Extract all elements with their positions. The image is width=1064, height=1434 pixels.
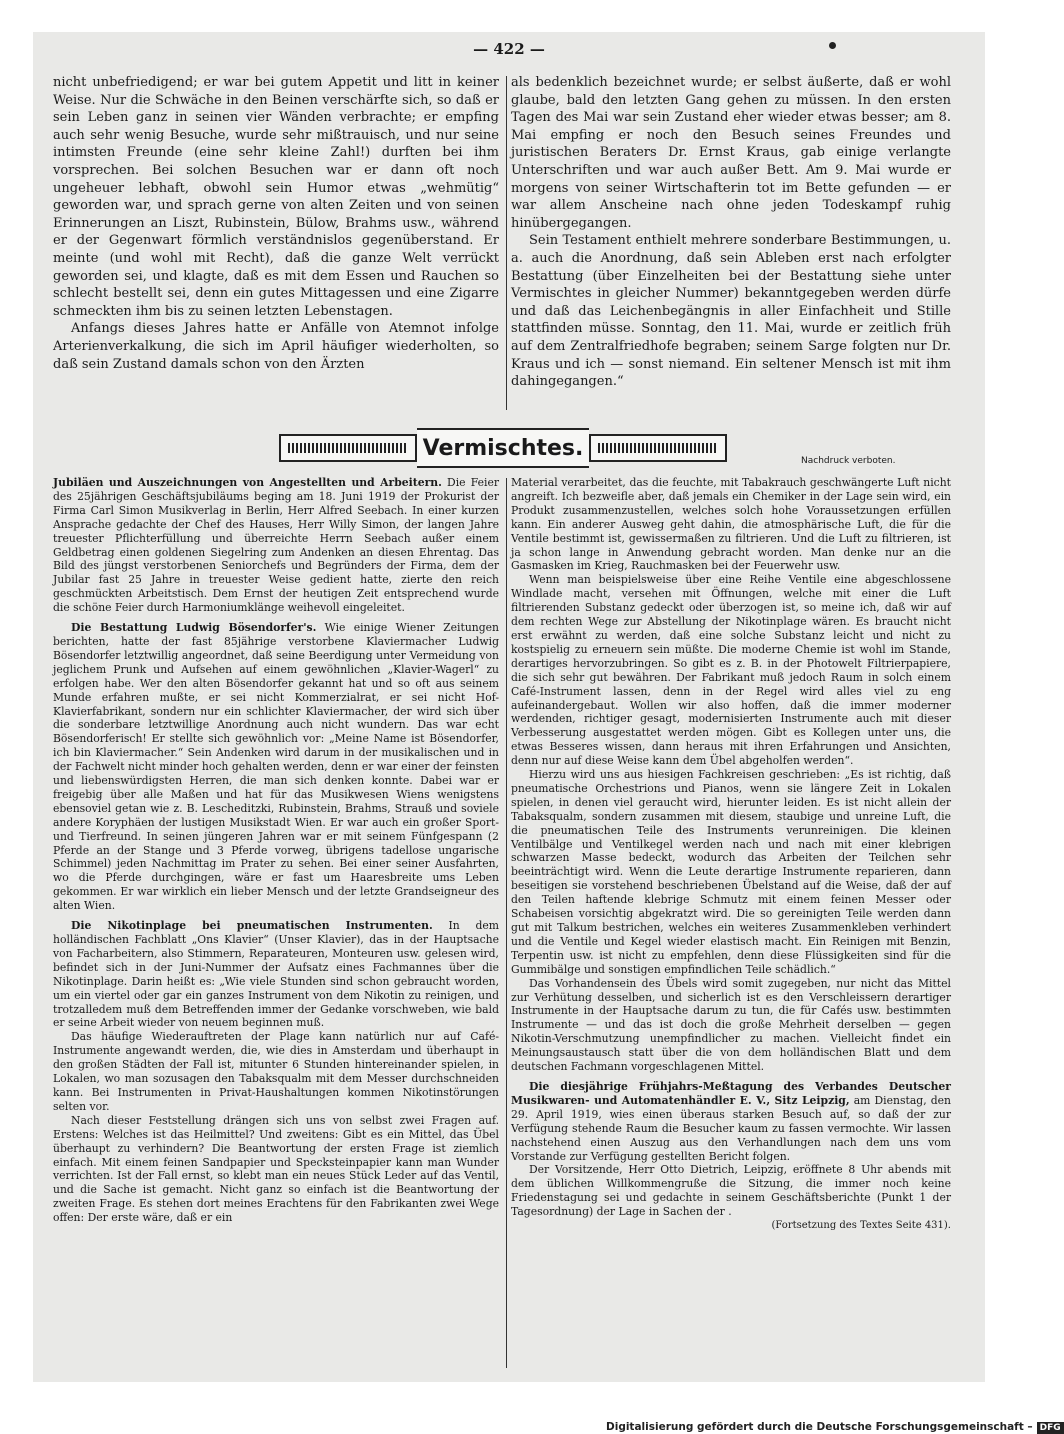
bullet-dot-icon [829, 42, 836, 49]
article-heading: Jubiläen und Auszeichnungen von Angestellten und Arbeitern. [53, 476, 442, 489]
article-paragraph [511, 1080, 951, 1163]
column-rule-bottom [506, 478, 507, 1368]
article-paragraph [53, 621, 499, 913]
top-left-column [53, 74, 499, 414]
ornament-band-right [589, 434, 727, 462]
article-text: Wenn man beispielsweise über eine Reihe Ventile eine abgeschlossene Windlade macht, versehen mit Öffnungen, welche mit einer die Luft filtrierenden Substanz gedeckt oder überzogen ist, so meine ich, daß wir auf dem rechten Wege zur Abstellung der Nikotinplage wären. Es braucht nicht erst erwähnt zu werden, daß eine solche Substanz leicht und nicht zu kostspielig zu erneuern sein müßte. Die moderne Chemie ist wohl im Stande, derartiges hervorzubringen. So gibt es z. B. in der Photowelt Filtrierpapiere, die sich sehr gut bewähren. Der Fabrikant muß jedoch Raum in solch einem Café-Instrument lassen, denn in der Regel wird alles viel zu eng aufeinandergebaut. Wollen wir also hoffen, daß die immer moderner werdenden, richtiger gesagt, modernisierten Instrumente auch mit dieser Verbesserung ausgestattet werden mögen. Gibt es Kollegen unter uns, die etwas Besseres wissen, dann heraus mit ihren Erfahrungen und Ansichten, denn nur auf diese Weise kann dem Übel abgeholfen werden“. [511, 573, 951, 768]
article-heading: Die diesjährige Frühjahrs-Meßtagung des Verbandes Deutscher Musikwaren- und Automatenhändler E. V., Sitz Leipzig, [511, 1079, 951, 1107]
article-paragraph [511, 476, 951, 573]
article-text: Die Feier des 25jährigen Geschäftsjubiläums beging am 18. Juni 1919 der Prokurist der Firma Carl Simon Musikverlag in Berlin, Herr Alfred Seebach. In einer kurzen Ansprache gedachte der Chef des Hauses, Herr Willy Simon, der langen Jahre treuester Pflichterfüllung und überreichte Herrn Seebach außer einem Geldbetrag einen goldenen Siegelring zum Andenken an diesen Ehrentag. Das Bild des jüngst verstorbenen Seniorchefs und Begründers der Firma, dem der Jubilar fast 25 Jahre in treuester Weise gedient hatte, zierte den reich geschmückten Arbeitstisch. Dem Ernst der heutigen Zeit entsprechend wurde die schöne Feier durch Harmoniumklänge weihevoll eingeleitet. [53, 476, 499, 615]
paragraph: nicht unbefriedigend; er war bei gutem Appetit und litt in keiner Weise. Nur die Schwäche in den Beinen verschärfte sich, so daß er sein Leben ganz in seinen vier Wänden verbrachte; er empfing auch sehr wenig Besuche, wurde sehr mißtrauisch, und nur seine intimsten Freunde (eine sehr kleine Zahl!) durften bei ihm vorsprechen. Bei solchen Besuchen war er dann oft noch ungeheuer lebhaft, obwohl sein Humor etwas „wehmütig“ geworden war, und sprach gerne von alten Zeiten und von seinen Erinnerungen an Liszt, Rubinstein, Bülow, Brahms usw., während er der Gegenwart förmlich verständnislos gegenüberstand. Er meinte (und wohl mit Recht), daß die ganze Welt verrückt geworden sei, und klagte, daß es mit dem Essen und Rauchen so schlecht bestellt sei, denn ein gutes Mittagessen und eine Zigarre schmeckten ihm bis zu seinen letzten Lebenstagen. [53, 75, 499, 319]
dfg-logo-icon: DFG [1037, 1422, 1064, 1434]
article-heading: Die Bestattung Ludwig Bösendorfer's. [71, 621, 317, 635]
newspaper-page [33, 32, 985, 1382]
article-text: am Dienstag, den 29. April 1919, wies einen überaus starken Besuch auf, so daß der zur Verfügung stehende Raum die Besucher kaum zu fassen vermochte. Wir lassen nachstehend einen Auszug aus den Verhandlungen nach dem uns vom Vorstande zur Verfügung gestellten Bericht folgen. [511, 1093, 951, 1163]
continuation-note: (Fortsetzung des Textes Seite 431). [771, 1220, 951, 1232]
reprint-notice: Nachdruck verboten. [801, 456, 896, 466]
article-text: Material verarbeitet, das die feuchte, mit Tabakrauch geschwängerte Luft nicht angreift. Ich bezweifle aber, daß jemals ein Chemiker in der Lage sein wird, ein Produkt zusammenzustellen, welches solch hohe Voraussetzungen erfüllen kann. Ein anderer Ausweg geht dahin, die atmosphärische Luft, die für die Ventile bestimmt ist, gewissermaßen zu filtrieren. Und die Luft zu filtrieren, ist ja schon lange in Anwendung gebracht worden. Man denke nur an die Gasmasken im Krieg, Rauchmasken bei der Feuerwehr usw. [511, 476, 951, 573]
paragraph: Sein Testament enthielt mehrere sonderbare Bestimmungen, u. a. auch die Anordnung, daß sein Ableben erst nach erfolgter Bestattung (über Einzelheiten bei der Bestattung siehe unter Vermischtes in gleicher Nummer) bekanntgegeben werden dürfe und daß das Leichenbegängnis in aller Einfachheit und Stille stattfinden müsse. Sonntag, den 11. Mai, wurde er zeitlich früh auf dem Zentralfriedhofe begraben; seinem Sarge folgten nur Dr. Kraus und ich — sonst niemand. Ein seltener Mensch ist mit ihm dahingegangen.“ [511, 233, 951, 390]
article-heading: Die Nikotinplage bei pneumatischen Instrumenten. [71, 919, 433, 933]
article-paragraph [511, 977, 951, 1074]
paragraph: als bedenklich bezeichnet wurde; er selbst äußerte, daß er wohl glaube, bald den letzten Gang gehen zu müssen. In den ersten Tagen des Mai war sein Zustand eher wieder etwas besser; am 8. Mai empfing er noch den Besuch seines Freundes und juristischen Beraters Dr. Ernst Kraus, gab einige verlangte Unterschriften und war auch außer Bett. Am 9. Mai wurde er morgens von seiner Wirtschafterin tot im Bette gefunden — er war allem Anscheine nach ohne jeden Todeskampf ruhig hinübergegangen. [511, 75, 951, 231]
bottom-right-column [511, 476, 951, 1368]
article-paragraph [53, 1114, 499, 1225]
article-paragraph [511, 768, 951, 977]
article-paragraph [53, 476, 499, 615]
article-text: Nach dieser Feststellung drängen sich uns von selbst zwei Fragen auf. Erstens: Welches ist das Heilmittel? Und zweitens: Gibt es ein Mittel, das Übel überhaupt zu verhindern? Die Beantwortung der ersten Frage ist ziemlich einfach. Mit einem feinen Sandpapier und Specksteinpapier kann man Wunder verrichten. Ist der Fall ernst, so klebt man ein neues Stück Leder auf das Ventil, und die Sache ist gemacht. Nicht ganz so einfach ist die Beantwortung der zweiten Frage. Es stehen dort meines Erachtens für den Fabrikanten zwei Wege offen: Der erste wäre, daß er ein [53, 1113, 499, 1225]
article-paragraph [53, 919, 499, 1030]
page-number: — 422 — [473, 40, 545, 58]
article-text: Wie einige Wiener Zeitungen berichten, hatte der fast 85jährige verstorbene Klaviermacher Ludwig Bösendorfer letztwillig angeordnet, daß seine Beerdigung unter Vermeidung von jeglichem Prunk und Aufsehen auf einem gewöhnlichen „Klavier-Wagerl“ zu erfolgen habe. Wer den alten Bösendorfer gekannt hat und so oft aus seinem Munde erfahren mußte, er sei nicht Kommerzialrat, er sei nicht Hof-Klavierfabrikant, sondern nur ein schlichter Klaviermacher, der wird sich über die sonderbare letztwillige Anordnung auch nicht wundern. Das war echt Bösendorferisch! Er stellte sich gewöhnlich vor: „Meine Name ist Bösendorfer, ich bin Klaviermacher.“ Sein Andenken wird darum in der musikalischen und in der Fachwelt nicht minder hoch gehalten werden, denn er war einer der feinsten und liebenswürdigsten Herren, die man sich denken konnte. Dabei war er freigebig über alle Maßen und hat für das Musikwesen Wiens wenigstens ebensoviel getan wie z. B. Lescheditzki, Rubinstein, Brahms, Strauß und soviele andere Koryphäen der lustigen Musikstadt Wien. Er war auch ein großer Sport- und Tierfreund. In seinen jüngeren Jahren war er mit seinem Fünfgespann (2 Pferde an der Stange und 3 Pferde vorweg, übrigens tadellose ungarische Schimmel) jeden Nachmittag im Prater zu sehen. Bei einer seiner Ausfahrten, wo die Pferde durchgingen, wäre er fast um Haaresbreite ums Leben gekommen. Er war wirklich ein lieber Mensch und der letzte Grandseigneur des alten Wien. [53, 621, 499, 913]
article-text: Das häufige Wiederauftreten der Plage kann natürlich nur auf Café-Instrumente angewandt werden, die, wie dies in Amsterdam und überhaupt in den großen Städten der Fall ist, mitunter 6 Stunden hintereinander spielen, in Lokalen, wo man sozusagen den Tabaksqualm mit dem Messer durchschneiden kann. Bei Instrumenten in Privat-Haushaltungen kommen Nikotinstörungen selten vor. [53, 1030, 499, 1113]
section-title: Vermischtes. [417, 428, 589, 468]
ornament-band-left [279, 434, 417, 462]
article-paragraph [511, 573, 951, 768]
column-rule-top [506, 76, 507, 410]
section-banner [279, 424, 727, 472]
top-right-column [511, 74, 951, 414]
bottom-left-column [53, 476, 499, 1368]
article-paragraph [53, 1030, 499, 1113]
footer-text: Digitalisierung gefördert durch die Deutsche Forschungsgemeinschaft – [606, 1421, 1033, 1433]
paragraph: Anfangs dieses Jahres hatte er Anfälle von Atemnot infolge Arterienverkalkung, die sich im April häufiger wiederholten, so daß sein Zustand damals schon von den Ärzten [53, 321, 499, 372]
digitization-footer [606, 1421, 1064, 1434]
article-text: Das Vorhandensein des Übels wird somit zugegeben, nur nicht das Mittel zur Verhütung desselben, und sicherlich ist es den Verschleissern derartiger Instrumente in der Hauptsache darum zu tun, die für Cafés usw. bestimmten Instrumente — und das ist doch die große Mehrheit derselben — gegen Nikotin-Verschmutzung unempfindlicher zu machen. Vielleicht findet ein Meinungsaustausch statt über die von dem holländischen Blatt und dem deutschen Fachmann vorgeschlagenen Mittel. [511, 976, 951, 1074]
article-text: Hierzu wird uns aus hiesigen Fachkreisen geschrieben: „Es ist richtig, daß pneumatische Orchestrions und Pianos, wenn sie längere Zeit in Lokalen spielen, in denen viel geraucht wird, hierunter leiden. Es ist nicht allein der Tabaksqualm, sondern zusammen mit diesem, staubige und unreine Luft, die die pneumatischen Teile des Instruments verunreinigen. Die kleinen Ventilbälge und Ventilkegel werden nach und nach mit einer klebrigen schwarzen Masse bedeckt, wodurch das Arbeiten der Teilchen sehr beeinträchtigt wird. Wenn die Leute derartige Instrumente reparieren, dann beseitigen sie vorstehend beschriebenen Übelstand auf die Weise, daß der auf den Teilen haftende klebrige Schmutz mit einem feinen Messer oder Schabeisen vorsichtig abgekratzt wird. Die so gereinigten Teile werden dann gut mit Talkum bestrichen, welches ein weiteres Zusammenkleben verhindert und die Ventile und Kegel wieder elastisch macht. Ein Reinigen mit Benzin, Terpentin usw. ist nicht zu empfehlen, denn diese Flüssigkeiten sind für die Gummibälge und sonstigen empfindlichen Teile schädlich.“ [511, 768, 951, 976]
article-paragraph [511, 1163, 951, 1219]
article-text: In dem holländischen Fachblatt „Ons Klavier“ (Unser Klavier), das in der Hauptsache von Facharbeitern, also Stimmern, Reparateuren, Monteuren usw. gelesen wird, befindet sich in der Juni-Nummer der Aufsatz eines Fachmannes über die Nikotinplage. Darin heißt es: „Wie viele Stunden sind schon gebraucht worden, um ein viertel oder gar ein ganzes Instrument von dem Nikotin zu reinigen, und trotzalledem muß dem Betreffenden immer der Gedanke vorschweben, wie bald er seine Arbeit wieder von neuem beginnen muß. [53, 919, 499, 1030]
article-text: Der Vorsitzende, Herr Otto Dietrich, Leipzig, eröffnete 8 Uhr abends mit dem üblichen Willkommengruße die Sitzung, die immer noch keine Friedenstagung sei und gedachte in seinem Geschäftsberichte (Punkt 1 der Tagesordnung) der Lage in Sachen der . [511, 1163, 951, 1219]
